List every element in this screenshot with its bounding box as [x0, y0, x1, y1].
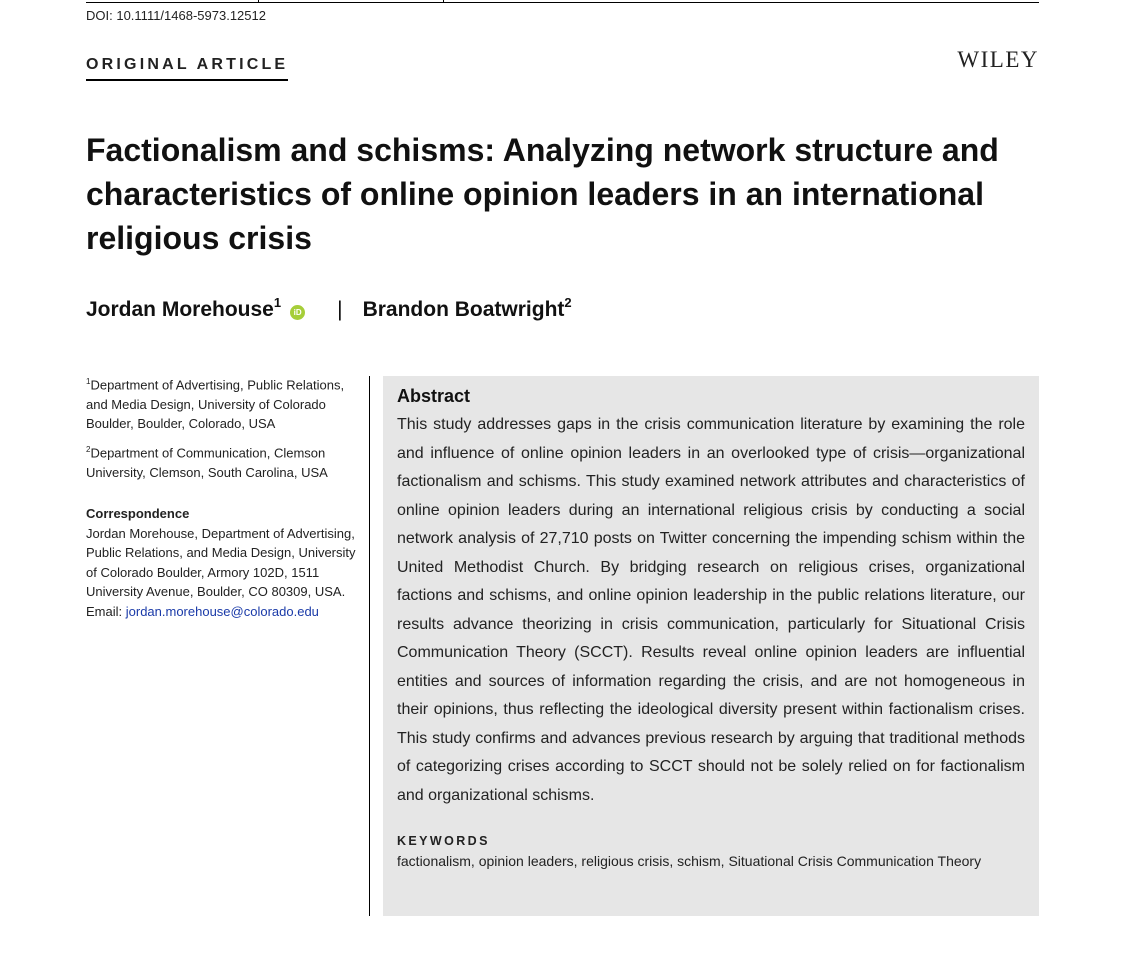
affiliation-text: Department of Communication, Clemson University, Clemson, South Carolina, USA: [86, 445, 328, 480]
author-separator: |: [337, 298, 343, 321]
orcid-icon[interactable]: iD: [290, 305, 305, 320]
doi[interactable]: DOI: 10.1111/1468-5973.12512: [86, 8, 266, 23]
author-name[interactable]: Jordan Morehouse: [86, 298, 274, 321]
email-label: Email:: [86, 603, 123, 619]
affiliation-text: Department of Advertising, Public Relations, and Media Design, University of Colorado Boulder, Boulder, Colorado, USA: [86, 377, 345, 432]
affiliations-column: [86, 372, 361, 621]
author-affiliation-marker: 1: [273, 295, 282, 310]
header-tick-mark: [443, 0, 444, 3]
keywords-heading: KEYWORDS: [397, 834, 490, 848]
keywords-text: factionalism, opinion leaders, religious crisis, schism, Situational Crisis Communication Theory: [397, 853, 982, 869]
affiliation: [86, 372, 361, 434]
header-tick-mark: [258, 0, 259, 3]
column-divider: [369, 376, 370, 916]
publisher-logo: WILEY: [957, 47, 1039, 72]
correspondence-text: Jordan Morehouse, Department of Advertising, Public Relations, and Media Design, University of Colorado Boulder, Armory 102D, 1511 University Avenue, Boulder, CO 80309, USA.: [86, 525, 356, 600]
email-link[interactable]: jordan.morehouse@colorado.edu: [125, 603, 319, 619]
article-title: Factionalism and schisms: Analyzing network structure and characteristics of online opinion leaders in an international religious crisis: [86, 132, 999, 256]
abstract-box: [383, 376, 1039, 916]
author-list: [86, 295, 572, 322]
correspondence-email-line: [86, 602, 361, 622]
abstract-heading: Abstract: [397, 386, 471, 406]
affiliation-marker: 2: [86, 444, 91, 454]
author-name[interactable]: Brandon Boatwright: [362, 298, 565, 321]
top-rule: [86, 2, 1039, 3]
author-affiliation-marker: 2: [564, 295, 572, 310]
abstract-text: This study addresses gaps in the crisis communication literature by examining the role and influence of online opinion leaders in an overlooked type of crisis—organizational factionalism and schisms. This study examined network attributes and characteristics of online opinion leaders during an international religious crisis by conducting a social network analysis of 27,710 posts on Twitter concerning the impending schism within the United Methodist Church. By bridging research on religious crises, organizational factions and schisms, and online opinion leadership in the public relations literature, our results advance theorizing in crisis communication, particularly for Situational Crisis Communication Theory (SCCT). Results reveal online opinion leaders are influential entities and sources of information regarding the crisis, and are not homogeneous in their opinions, thus reflecting the ideological diversity present within factionalism crises. This study confirms and advances previous research by arguing that traditional methods of categorizing crises according to SCCT should not be solely relied on for factionalism and organizational schisms.: [397, 416, 1025, 804]
article-type-label: ORIGINAL ARTICLE: [86, 56, 288, 81]
affiliation: [86, 440, 361, 482]
correspondence-heading: Correspondence: [86, 506, 190, 522]
affiliation-marker: 1: [86, 377, 91, 386]
